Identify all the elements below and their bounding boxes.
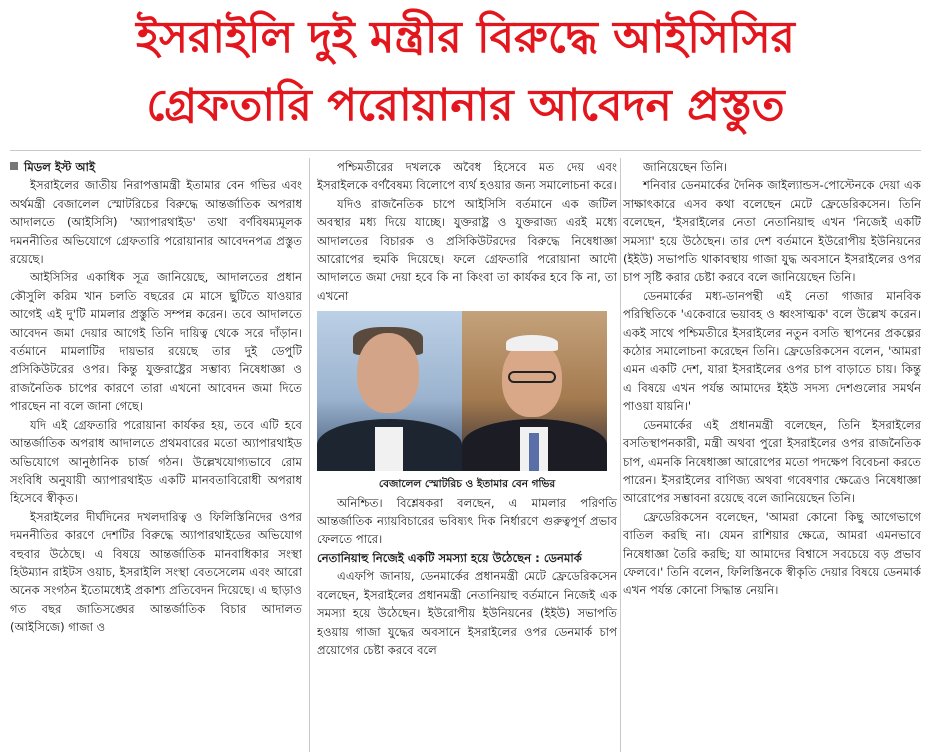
shirt-shape (375, 427, 403, 471)
paragraph: অনিশ্চিত। বিশ্লেষকরা বলছেন, এ মামলার পরিণতি আন্তর্জাতিক ন্যায়বিচারের ভবিষ্যৎ দিক নির্ধারণে গুরুত্বপূর্ণ প্রভাব ফেলতে পারে। (317, 495, 617, 547)
paragraph: জানিয়েছেন তিনি। (643, 160, 728, 174)
photo-ben-gvir (462, 311, 607, 471)
paragraph: ফ্রেডেরিকসেন বলেছেন, 'আমরা কোনো কিছু আগেভাগে বাতিল করছি না। যেমন রাশিয়ার ক্ষেত্রে, আমরা এমনভাবে নিষেধাজ্ঞা তৈরি করছি; যা আমাদের বিশ্বাসে সবচেয়ে বড় প্রভাব ফেলবে।' তিনি বলেন, ফিলিস্তিনকে স্বীকৃতি দেয়ার বিষয়ে ডেনমার্ক এখন পর্যন্ত কোনো সিদ্ধান্ত নেয়নি। (623, 509, 921, 598)
byline (10, 158, 302, 176)
column-3 (623, 158, 921, 752)
photo-caption: বেজালেল স্মোটরিচ ও ইতামার বেন গভির (378, 478, 556, 491)
byline-text: মিডল ইস্ট আই (24, 160, 96, 174)
paragraph: ডেনমার্কের এই প্রধানমন্ত্রী বলেছেন, তিনি ইসরাইলের বসতিস্থাপনকারী, মন্ত্রী অথবা পুরো ইসরাইলের ওপর রাজনৈতিক চাপ, এমনকি নিষেধাজ্ঞা আরোপের মতো পদক্ষেপ বিবেচনা করতে পারেন। ইসরাইলের বাণিজ্য অথবা গবেষণার ক্ষেত্রেও নিষেধাজ্ঞা আরোপের সম্ভাবনা রয়েছে বলে জানিয়েছেন তিনি। (623, 417, 921, 506)
column-divider (620, 158, 621, 752)
glasses-shape (508, 371, 556, 383)
byline-square-icon (10, 162, 18, 170)
kippah-shape (506, 335, 558, 351)
column-1 (10, 158, 302, 752)
headline-rule (10, 150, 921, 151)
headline-line-1: ইসরাইলি দুই মন্ত্রীর বিরুদ্ধে আইসিসির (136, 12, 795, 63)
paragraph: ডেনমার্কের মধ্য-ডানপন্থী এই নেতা গাজার মানবিক পরিস্থিতিকে 'একেবারে ভয়াবহ ও ধ্বংসাত্মক' বলে উল্লেখ করেন। একই সাথে পশ্চিমতীরে ইসরাইলের নতুন বসতি স্থাপনের প্রকল্পের কঠোর সমালোচনা করেছেন তিনি। ফ্রেডেরিকসেন বলেন, 'আমরা এমন একটি দেশ, যারা ইসরাইলের ওপর চাপ বাড়াতে চায়। কিন্তু এ বিষয়ে এখন পর্যন্ত আমাদের ইইউ সদস্য দেশগুলোর সমর্থন পাওয়া যায়নি।' (623, 288, 921, 414)
paragraph: যদি এই গ্রেফতারি পরোয়ানা কার্যকর হয়, তবে এটি হবে আন্তর্জাতিক অপরাধ আদালতে প্রথমবারের মতো অ্যাপারথাইড অভিযোগে আনুষ্ঠানিক চার্জ গঠন। উল্লেখযোগ্যভাবে রোম সংবিধি অনুযায়ী অ্যাপারথাইড একটি মানবতাবিরোধী অপরাধ হিসেবে স্বীকৃত। (10, 417, 302, 506)
tie-shape (529, 433, 539, 471)
headline-line-2: গ্রেফতারি পরোয়ানার আবেদন প্রস্তুত (146, 80, 785, 131)
subheading: নেতানিয়াহু নিজেই একটি সমস্যা হয়ে উঠেছেন : ডেনমার্ক (317, 550, 582, 565)
photo-smotrich (317, 311, 462, 471)
paragraph: পশ্চিমতীরের দখলকে অবৈধ হিসেবে মত দেয় এবং ইসরাইলকে বর্ণবৈষম্য বিলোপে ব্যর্থ হওয়ার জন্য সমালোচনা করে। (317, 160, 617, 193)
column-divider (309, 158, 310, 752)
paragraph: ইসরাইলের জাতীয় নিরাপত্তামন্ত্রী ইতামার বেন গভির এবং অর্থমন্ত্রী বেজালেল স্মোটরিচের বিরুদ্ধে আন্তর্জাতিক অপরাধ আদালতে (আইসিসি) 'অ্যাপারথাইড' তথা বর্ণবিষম্যমূলক দমননীতির অভিযোগে গ্রেফতারি পরোয়ানার আবেদনপত্র প্রস্তুত রয়েছে। (10, 178, 302, 267)
headline (0, 4, 931, 140)
paragraph: যদিও রাজনৈতিক চাপে আইসিসি বর্তমানে এক জটিল অবস্থার মধ্য দিয়ে যাচ্ছে। যুক্তরাষ্ট্র ও যুক্তরাজ্য এরই মধ্যে আদালতের বিচারক ও প্রসিকিউটরদের বিরুদ্ধে নিষেধাজ্ঞা আরোপের হুমকি দিয়েছে। ফলে গ্রেফতারি পরোয়ানা আদৌ আদালতে জমা দেয়া হবে কি না কিংবা তা কার্যকর হবে কি না, তা এখনো (317, 196, 617, 303)
photo-ministers (317, 311, 607, 471)
paragraph: এএফপি জানায়, ডেনমার্কের প্রধানমন্ত্রী মেটে ফ্রেডেরিকসেন বলেছেন, ইসরাইলের প্রধানমন্ত্রী নেতানিয়াহু বর্তমানে নিজেই এক সমস্যা হয়ে উঠেছেন। ইউরোপীয় ইউনিয়নের (ইইউ) সভাপতি হওয়ায় গাজা যুদ্ধের অবসানে ইসরাইলের ওপর ডেনমার্ক চাপ প্রয়োগের চেষ্টা করবে বলে (317, 569, 617, 657)
column-2 (317, 158, 617, 752)
paragraph: আইসিসির একাধিক সূত্র জানিয়েছে, আদালতের প্রধান কৌসুলি করিম খান চলতি বছরের মে মাসে ছুটিতে যাওয়ার আগেই এই দু'টি মামলার প্রস্তুতি সম্পন্ন করেন। তবে আদালতে আবেদন জমা দেয়ার আগেই তিনি দায়িত্ব থেকে সরে দাঁড়ান। বর্তমানে মামলাটির দায়ভার রয়েছে তার দুই ডেপুটি প্রসিকিউটরের ওপর। কিন্তু যুক্তরাষ্ট্রের সম্ভাব্য নিষেধাজ্ঞা ও রাজনৈতিক চাপের কারণে তারা এখনো আবেদন জমা দিতে পারছেন না বলে জানা গেছে। (10, 270, 302, 414)
face-shape (357, 333, 419, 413)
paragraph: শনিবার ডেনমার্কের দৈনিক জাইল্যান্ডস-পোস্টেনকে দেয়া এক সাক্ষাৎকারে এসব কথা বলেছেন মেটে ফ্রেডেরিকসেন। তিনি বলেছেন, 'ইসরাইলের নেতা নেতানিয়াহু এখন 'নিজেই একটি সমস্যা' হয়ে উঠেছেন। তার দেশ বর্তমানে ইউরোপীয় ইউনিয়নের (ইইউ) সভাপতি থাকাবস্থায় গাজা যুদ্ধ অবসানে ইসরাইলের ওপর চাপ সৃষ্টি করার চেষ্টা করবে বলে জানিয়েছেন তিনি। (623, 178, 921, 285)
paragraph: ইসরাইলের দীর্ঘদিনের দখলদারিত্ব ও ফিলিস্তিনিদের ওপর দমননীতির কারণে দেশটির বিরুদ্ধে অ্যাপারথাইডের অভিযোগ বহুবার উঠেছে। এ বিষয়ে আন্তর্জাতিক মানবাধিকার সংস্থা হিউম্যান রাইটস ওয়াচ, ইসরাইলি সংস্থা বেতসেলেম এবং আরো অনেক সংগঠন ইতোমধ্যেই প্রকাশ্য প্রতিবেদন দিয়েছে। এ ছাড়াও গত বছর জাতিসঙ্ঘের আন্তর্জাতিক বিচার আদালত (আইসিজে) গাজা ও (10, 509, 302, 635)
